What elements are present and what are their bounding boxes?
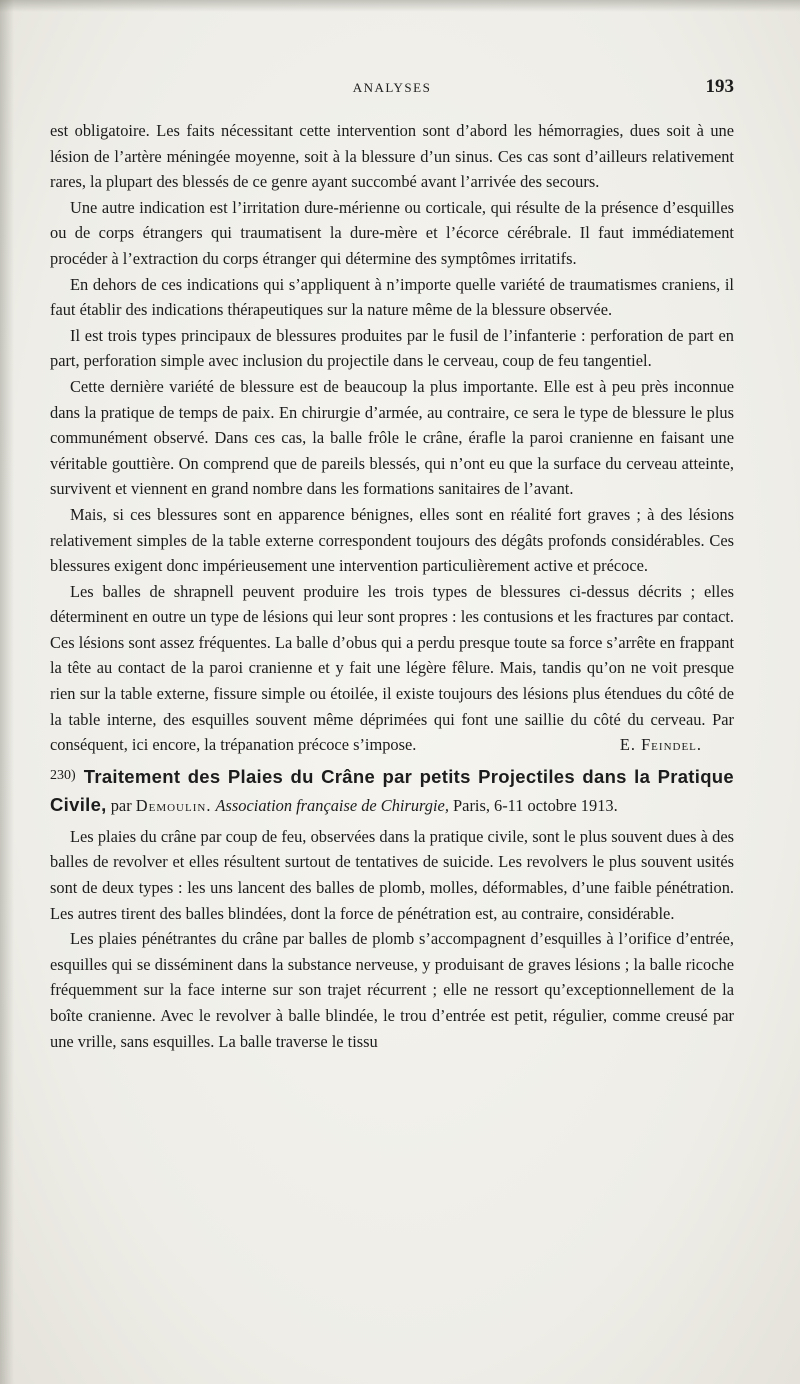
paragraph-1: est obligatoire. Les faits nécessitant cette intervention sont d’abord les hémorragies, dues soit à une lésion de l’artère méningée moyenne, soit à la blessure d’un sinus. Ces cas sont d’ailleurs relativement rares, la plupart des blessés de ce genre ayant succombé avant l’arrivée des secours.	[50, 121, 734, 192]
paragraph-7	[50, 579, 734, 758]
page-number: 193	[705, 76, 734, 97]
page-edge-shadow	[0, 0, 14, 1384]
entry-place-date: Paris, 6-11 octobre 1913.	[453, 795, 618, 815]
continued-analysis	[50, 118, 734, 758]
page-header	[50, 76, 734, 102]
paragraph-7-text: Les balles de shrapnell peuvent produire les trois types de blessures ci-dessus décrits ; elles déterminent en outre un type de lésions qui leur sont propres : les contusions et les fractures par contact. Ces lésions sont assez fréquentes. La balle d’obus qui a perdu presque toute sa force s’arrête en frappant la tête au contact de la paroi cranienne et y fait une légère fêlure. Mais, tandis qu’on ne voit presque rien sur la table externe, fissure simple ou étoilée, il existe toujours des lésions plus étendues du côté de la table interne, des esquilles souvent même déprimées qui font une saillie du côté du cerveau. Par conséquent, ici encore, la trépanation précoce s’impose.	[50, 581, 734, 755]
entry-paragraph-1: Les plaies du crâne par coup de feu, observées dans la pratique civile, sont le plus souvent dues à des balles de revolver et elles résultent surtout de tentatives de suicide. Les revolvers le plus souvent usités sont de deux types : les uns lancent des balles de plomb, molles, déformables, d’une faible pénétration. Les autres tirent des balles blindées, dont la force de pénétration est, au contraire, considérable.	[50, 826, 734, 923]
entry-paragraph-2: Les plaies pénétrantes du crâne par balles de plomb s’accompagnent d’esquilles à l’orifice d’entrée, esquilles qui se disséminent dans la substance nerveuse, y produisant de graves lésions ; la balle ricoche fréquemment sur la face interne sur son trajet récurrent ; elle ne ressort qu’exceptionnellement de la boîte cranienne. Avec le revolver à balle blindée, le trou d’entrée est petit, régulier, comme creusé par une vrille, sans esquilles. La balle traverse le tissu	[50, 929, 734, 1051]
entry-number: 230)	[50, 767, 76, 783]
entry-par: par	[110, 795, 132, 815]
paragraph-6: Mais, si ces blessures sont en apparence bénignes, elles sont en réalité fort graves ; à des lésions relativement simples de la table externe correspondent toujours des dégâts profonds considérables. Ces blessures exigent donc impérieusement une intervention particulièrement active et précoce.	[50, 504, 734, 576]
entry-journal: Association française de Chirurgie,	[215, 795, 449, 815]
entry-title: Traitement des Plaies du Crâne par petits Projectiles dans la Pratique Civile,	[50, 765, 734, 815]
paragraph-3: En dehors de ces indications qui s’appliquent à n’importe quelle variété de traumatismes craniens, il faut établir des indications thérapeutiques sur la nature même de la blessure observée.	[50, 274, 734, 320]
page-top-shadow	[0, 0, 800, 12]
abstract-entry-230	[50, 764, 734, 1054]
author-signature: E. Feindel.	[619, 735, 702, 755]
document-page	[50, 76, 734, 1054]
paragraph-5: Cette dernière variété de blessure est de beaucoup la plus importante. Elle est à peu près inconnue dans la pratique de temps de paix. En chirurgie d’armée, au contraire, ce sera le type de blessure le plus communément observé. Dans ces cas, la balle frôle le crâne, érafle la paroi cranienne en faisant une véritable gouttière. On comprend que de pareils blessés, qui n’ont eu que la surface du cerveau atteinte, survivent et viennent en grand nombre dans les formations sanitaires de l’avant.	[50, 376, 734, 499]
paragraph-4: Il est trois types principaux de blessures produites par le fusil de l’infanterie : perforation de part en part, perforation simple avec inclusion du projectile dans le cerveau, coup de feu tangentiel.	[50, 325, 734, 371]
running-head: ANALYSES	[352, 80, 432, 95]
entry-heading	[50, 764, 734, 818]
entry-body	[50, 824, 734, 1054]
entry-author: Demoulin.	[135, 795, 212, 815]
paragraph-2: Une autre indication est l’irritation dure-mérienne ou corticale, qui résulte de la présence d’esquilles ou de corps étrangers qui traumatisent la dure-mère et l’écorce cérébrale. Il faut immédiatement procéder à l’extraction du corps étranger qui détermine des symptômes irritatifs.	[50, 197, 734, 268]
